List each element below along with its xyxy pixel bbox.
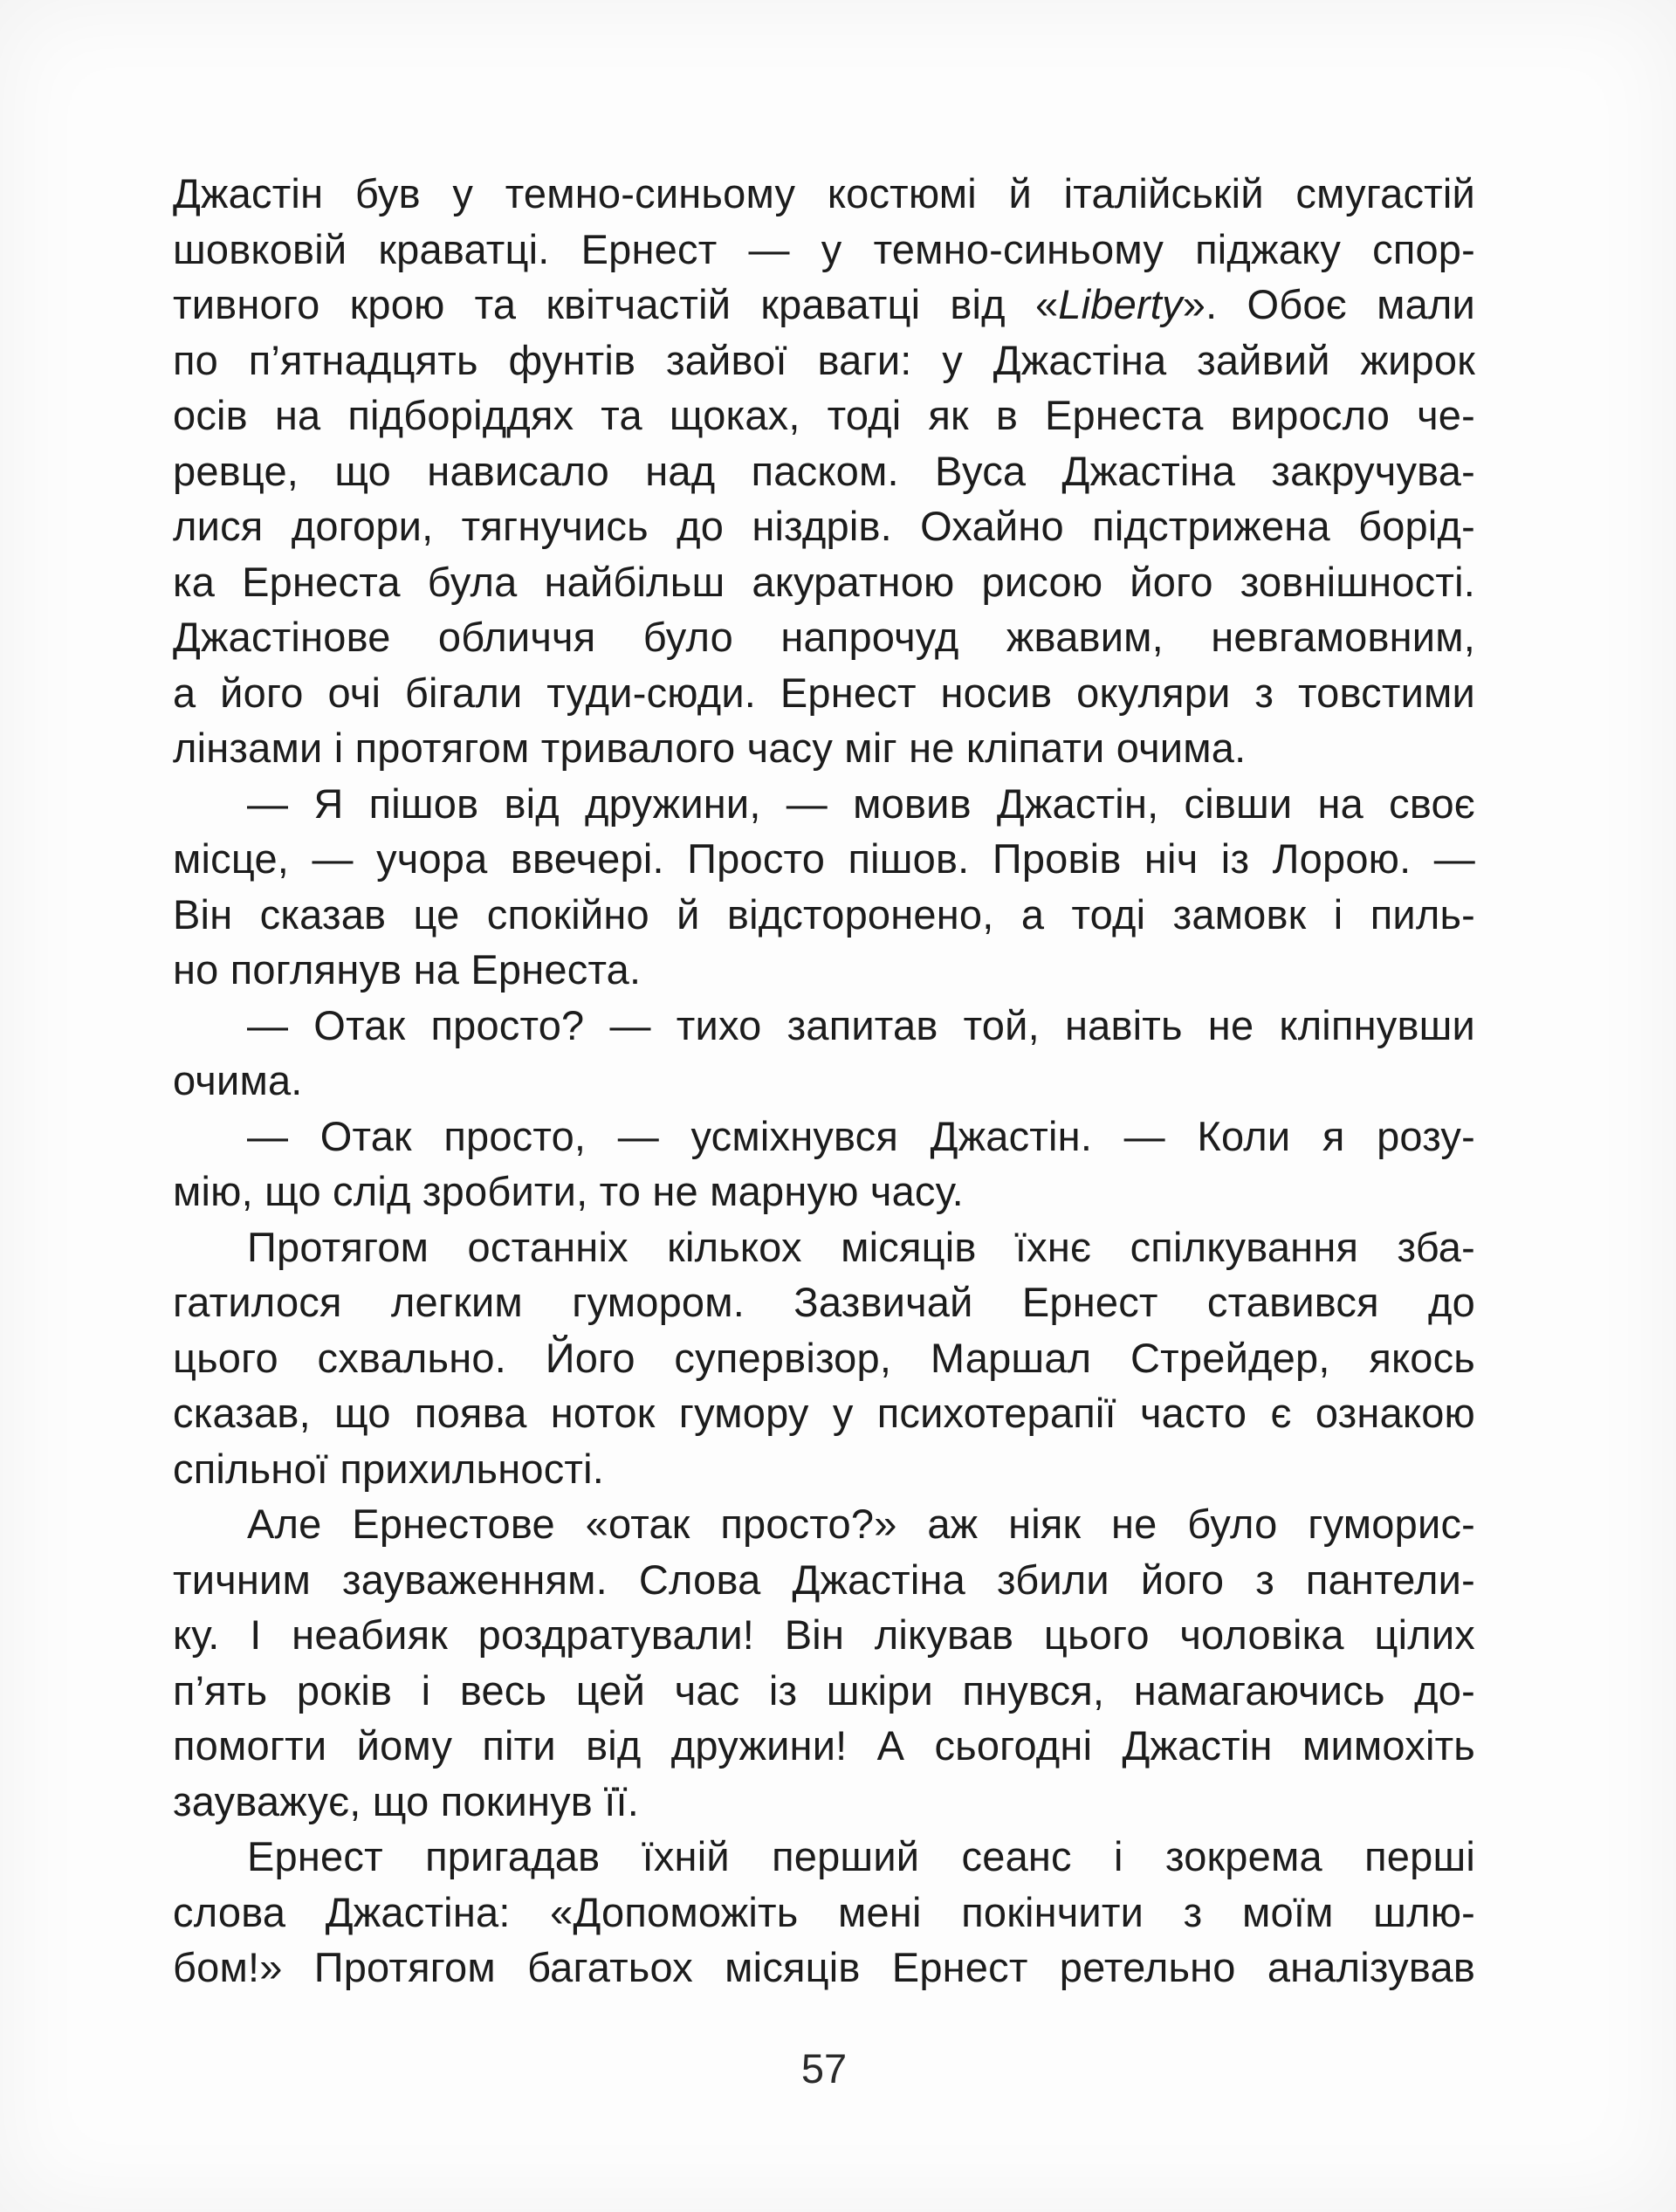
text-line [173,1607,1475,1663]
text-line [173,1053,1475,1109]
text-segment: по п’ятнадцять фунтів зайвої ваги: у Джастіна зайвий жирок [173,336,1475,383]
text-segment: а його очі бігали туди-сюди. Ернест носив окуляри з товстими [173,669,1475,716]
text-segment: очима. [173,1057,303,1103]
text-line [173,1164,1475,1219]
text-segment: ку. І неабияк роздратували! Він лікував цього чоловіка цілих [173,1611,1475,1658]
text-segment: Джастін був у темно-синьому костюмі й італійській смугастій [173,170,1475,216]
text-line [173,388,1475,443]
text-segment: мію, що слід зробити, то не марную часу. [173,1168,964,1214]
text-line [173,1718,1475,1774]
text-line [173,1774,1475,1830]
text-segment: но поглянув на Ернеста. [173,946,642,993]
text-line [173,1885,1475,1941]
text-line [173,1330,1475,1386]
text-segment: ка Ернеста була найбільш акуратною рисою його зовнішності. [173,558,1475,605]
text-line [173,1109,1475,1164]
text-segment: сказав, що поява ноток гумору у психотерапії часто є ознакою [173,1390,1475,1436]
text-line [173,1219,1475,1275]
text-line [173,1552,1475,1608]
text-segment: місце, — учора ввечері. Просто пішов. Провів ніч із Лорою. — [173,835,1475,882]
text-segment: п’ять років і весь цей час із шкіри пнувся, намагаючись до- [173,1666,1475,1714]
text-line [173,1441,1475,1497]
text-line [173,831,1475,887]
text-segment: Ернест пригадав їхній перший сеанс і зокрема перші [247,1833,1475,1879]
text-segment: бом!» Протягом багатьох місяців Ернест ретельно аналізував [173,1944,1475,1990]
text-segment: Але Ернестове «отак просто?» аж ніяк не було гуморис- [247,1501,1475,1547]
text-line [173,1274,1475,1330]
text-line [173,1496,1475,1552]
text-line [173,609,1475,665]
page-number: 57 [800,2045,848,2092]
text-line [173,665,1475,721]
text-segment: лися догори, тягнучись до ніздрів. Охайно підстрижена борід- [173,503,1475,549]
text-segment: Протягом останніх кількох місяців їхнє спілкування зба- [247,1223,1475,1270]
text-segment: зауважує, що покинув її. [173,1777,640,1824]
text-block [173,166,1475,1996]
text-segment: осів на підборіддях та щоках, тоді як в Ернеста виросло че- [173,392,1475,438]
text-line [173,720,1475,776]
text-segment: — Отак просто? — тихо запитав той, навіть не кліпнувши [247,1001,1475,1048]
text-line [173,998,1475,1054]
text-segment: ревце, що нависало над паском. Вуса Джастіна закручува- [173,447,1475,494]
text-segment: ». Обоє мали [1182,281,1475,327]
text-segment: шовковій краватці. Ернест — у темно-синьому піджаку спор- [173,225,1475,272]
text-line [173,554,1475,610]
text-line [173,443,1475,499]
text-line [173,776,1475,832]
text-segment: цього схвально. Його супервізор, Маршал Стрейдер, якось [173,1334,1475,1381]
text-line [173,1385,1475,1441]
text-segment: помогти йому піти від дружини! А сьогодні Джастін мимохіть [173,1722,1475,1769]
text-segment: — Отак просто, — усміхнувся Джастін. — Коли я розу- [247,1112,1475,1159]
text-line [173,1940,1475,1996]
text-line [173,222,1475,278]
text-line [173,942,1475,998]
text-line [173,498,1475,554]
text-line [173,887,1475,943]
text-line [173,333,1475,388]
text-line [173,1663,1475,1719]
text-segment: спільної прихильності. [173,1445,605,1492]
text-segment: тичним зауваженням. Слова Джастіна збили його з пантели- [173,1556,1475,1603]
text-segment: лінзами і протягом тривалого часу міг не кліпати очима. [173,725,1247,771]
text-segment: слова Джастіна: «Допоможіть мені покінчити з моїм шлю- [173,1888,1475,1935]
text-segment: тивного крою та квітчастій краватці від « [173,281,1059,327]
text-segment: Він сказав це спокійно й відсторонено, а тоді замовк і пиль- [173,890,1475,938]
text-segment: Джастінове обличчя було напрочуд жвавим, невгамовним, [173,614,1475,660]
text-line [173,166,1475,222]
text-line [173,1829,1475,1885]
text-segment: — Я пішов від дружини, — мовив Джастін, сівши на своє [247,780,1475,827]
text-line [173,277,1475,333]
text-segment: гатилося легким гумором. Зазвичай Ернест ставився до [173,1279,1475,1325]
italic-text: Liberty [1058,281,1183,327]
